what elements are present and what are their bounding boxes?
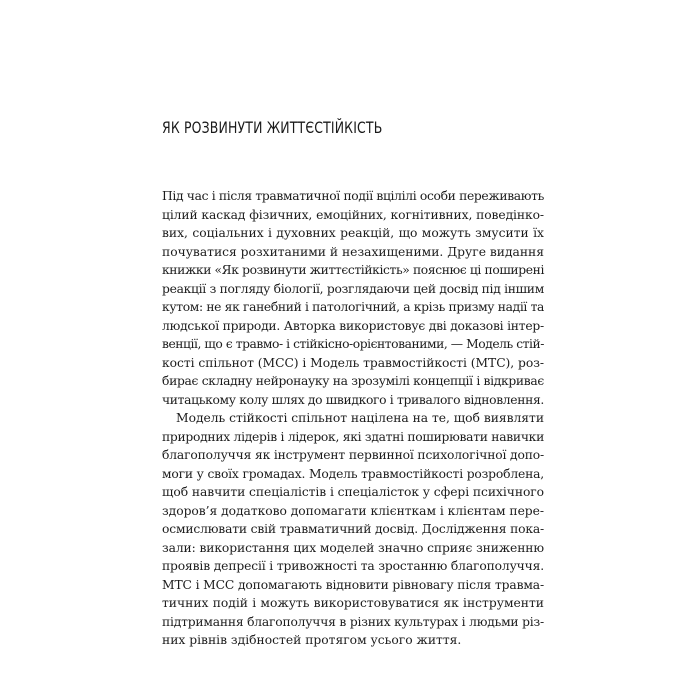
text-line: благополуччя як інструмент первинної психологічної допо-: [162, 448, 544, 463]
text-line: моги у своїх громадах. Модель травмостійкості розроблена,: [162, 466, 545, 481]
text-line: МТС і МСС допомагають відновити рівновагу після травма-: [162, 577, 545, 592]
text-line: вих, соціальних і духовних реакцій, що можуть змусити їх: [162, 226, 544, 241]
text-line: Під час і після травматичної події вцілілі особи переживають: [162, 189, 544, 203]
text-line: осмислювати свій травматичний досвід. Дослідження пока-: [162, 522, 545, 537]
body-text: [162, 187, 544, 650]
text-line: реакції з погляду біології, розглядаючи цей досвід під іншим: [162, 281, 544, 296]
section-title: ЯК РОЗВИНУТИ ЖИТТЄСТІЙКІСТЬ: [162, 118, 383, 137]
text-line: читацькому колу шлях до швидкого і тривалого відновлення.: [162, 392, 544, 407]
text-line: цілий каскад фізичних, емоційних, когнітивних, поведінко-: [162, 207, 544, 222]
text-line: людської природи. Авторка використовує дві доказові інтер-: [162, 318, 544, 333]
text-line: здоров’я додатково допомагати клієнткам і клієнтам пере-: [162, 503, 544, 518]
text-line: них рівнів здібностей протягом усього життя.: [162, 633, 462, 648]
text-line: венції, що є травмо- і стійкісно-орієнтованими, — Модель стій-: [162, 337, 544, 352]
paragraph-1: [162, 187, 544, 409]
text-line: природних лідерів і лідерок, які здатні поширювати навички: [162, 429, 544, 444]
paragraph-2: [162, 409, 544, 650]
text-line: тичних подій і можуть використовуватися як інструменти: [162, 596, 544, 611]
text-line: щоб навчити спеціалістів і спеціалісток у сфері психічного: [162, 485, 544, 500]
text-line: книжки «Як розвинути життєстійкість» пояснює ці поширені: [162, 263, 545, 278]
text-line: кутом: не як ганебний і патологічний, а крізь призму надії та: [162, 300, 545, 315]
text-line: проявів депресії і тривожності та зростанню благополуччя.: [162, 559, 545, 574]
text-line: Модель стійкості спільнот націлена на те, щоб виявляти: [176, 411, 544, 426]
text-line: зали: використання цих моделей значно сприяє зниженню: [162, 540, 544, 555]
text-line: почуватися розхитаними й незахищеними. Друге видання: [162, 244, 544, 259]
text-line: бирає складну нейронауку на зрозумілі концепції і відкриває: [162, 374, 544, 389]
text-line: кості спільнот (МСС) і Модель травмостійкості (МТС), роз-: [162, 355, 544, 370]
text-line: підтримання благополуччя в різних культурах і людьми різ-: [162, 614, 544, 629]
